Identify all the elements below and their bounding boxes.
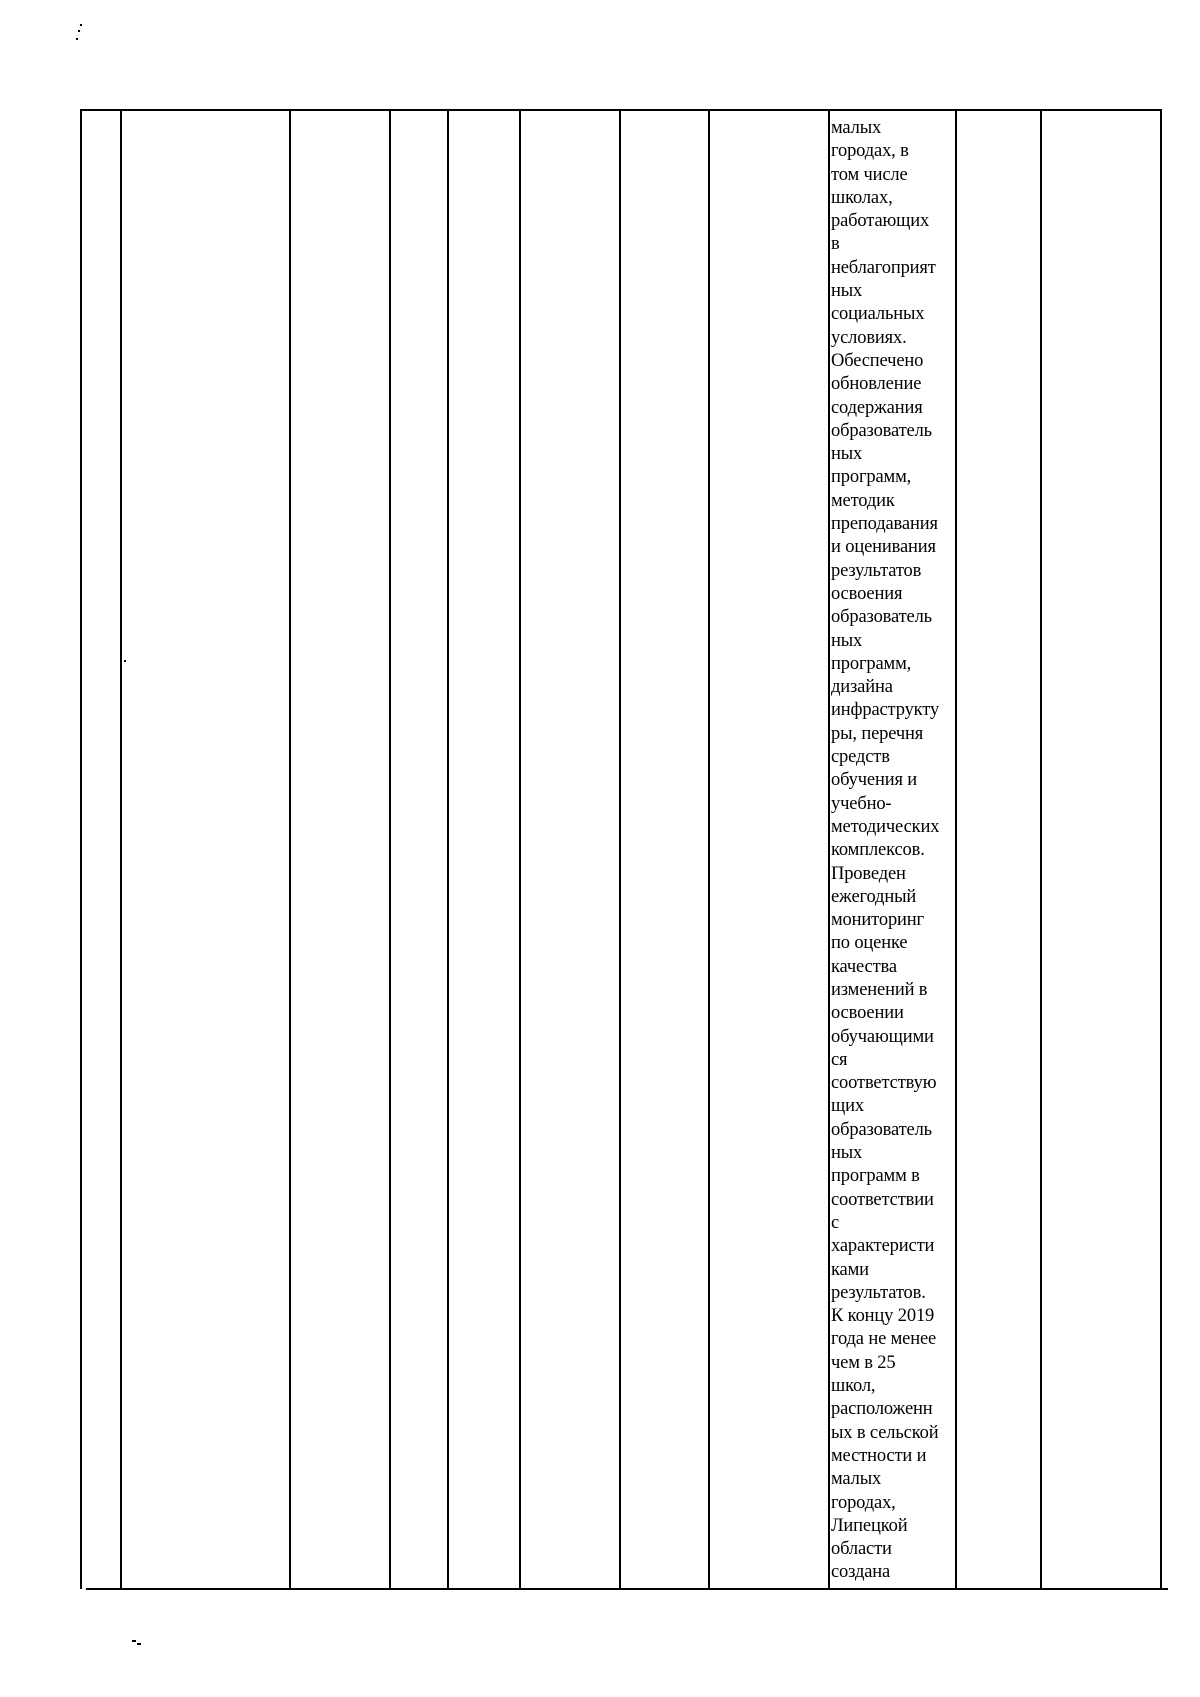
scan-speck-bottom-2 bbox=[137, 1643, 141, 1645]
column-divider-8 bbox=[828, 109, 830, 1589]
column-divider-2 bbox=[289, 109, 291, 1589]
table-cell-text: малых городах, в том числе школах, работающих в неблагоприят ных социальных условиях. Обеспечено обновление содержания образователь ных программ, методик преподавания и оценивания результатов освоения образователь ных программ, дизайна инфраструкту ры, перечня средств обучения и учебно- методических комплексов. Проведен ежегодный мониторинг по оценке качества изменений в освоении обучающими ся соответствую щих образователь ных программ в соответствии с характеристи ками результатов. К концу 2019 года не менее чем в 25 школ, расположенн ых в сельской местности и малых городах, Липецкой области создана bbox=[831, 118, 940, 1583]
column-divider-6 bbox=[619, 109, 621, 1589]
column-divider-11 bbox=[1160, 109, 1162, 1589]
scan-speck-bottom bbox=[132, 1640, 136, 1642]
column-divider-3 bbox=[389, 109, 391, 1589]
column-divider-4 bbox=[447, 109, 449, 1589]
scan-speck-top bbox=[78, 30, 80, 32]
column-divider-10 bbox=[1040, 109, 1042, 1589]
scan-speck-margin-1 bbox=[124, 660, 126, 662]
scan-speck-top-2 bbox=[80, 24, 82, 26]
column-divider-0 bbox=[80, 109, 82, 1589]
column-divider-7 bbox=[708, 109, 710, 1589]
column-divider-1 bbox=[120, 109, 122, 1589]
table-bottom-border bbox=[86, 1588, 1168, 1590]
column-divider-9 bbox=[955, 109, 957, 1589]
scan-speck-top-3 bbox=[76, 38, 78, 40]
column-divider-5 bbox=[519, 109, 521, 1589]
